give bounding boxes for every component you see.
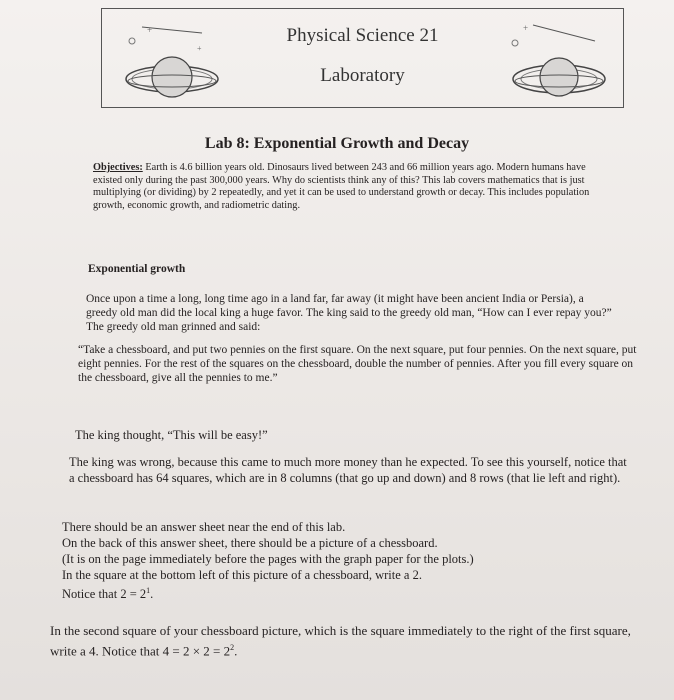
answer-line: (It is on the page immediately before the pages with the graph paper for the plots.) — [62, 552, 474, 566]
second-square-paragraph — [50, 622, 640, 659]
second-square-exponent: 2 — [230, 643, 235, 652]
notice-suffix: . — [150, 587, 154, 602]
answer-sheet-instructions — [62, 519, 632, 602]
course-subtitle: Laboratory — [320, 65, 405, 86]
answer-line: In the square at the bottom left of this picture of a chessboard, write a 2. — [62, 568, 422, 582]
notice-exponent: 1 — [146, 586, 151, 595]
lab-title: Lab 8: Exponential Growth and Decay — [204, 135, 470, 152]
svg-text:+: + — [147, 25, 153, 35]
header-box — [101, 8, 624, 108]
king-wrong-paragraph: The king was wrong, because this came to much more money than he expected. To see this yourself, notice that a chessboard has 64 squares, which are in 8 columns (that go up and down) and 8 rows (that lie left and right). — [69, 455, 627, 485]
objectives-paragraph — [93, 162, 593, 212]
objectives-label: Objectives: — [93, 162, 143, 173]
svg-text:+: + — [523, 23, 529, 33]
svg-text:+: + — [197, 44, 202, 53]
quote-paragraph: “Take a chessboard, and put two pennies on the first square. On the next square, put four pennies. On the next square, put eight pennies. For the rest of the squares on the chessboard, double the number of pennies. After you fill every square on the chessboard, give all the pennies to me.” — [78, 344, 637, 384]
notice-line — [62, 583, 632, 602]
objectives-text: Earth is 4.6 billion years old. Dinosaurs lived between 243 and 66 million years ago. Modern humans have existed only during the past 300,000 years. Why do scientists think any of this? This lab covers mathematics that is just multiplying (or dividing) by 2 repeatedly, and yet it can be used to understand growth or decay. This includes population growth, economic growth, and radiometric dating. — [93, 162, 590, 211]
second-square-text: In the second square of your chessboard picture, which is the square immediately to the right of the first square, write a 4. Notice that 4 = 2 × 2 = 2 — [50, 623, 631, 659]
story-paragraph: Once upon a time a long, long time ago in a land far, far away (it might have been ancient India or Persia), a greedy old man did the local king a huge favor. The king said to the greedy old man, “How can I ever repay you?” The greedy old man grinned and said: — [86, 293, 612, 333]
king-thought: The king thought, “This will be easy!” — [75, 428, 268, 442]
answer-line: There should be an answer sheet near the end of this lab. — [62, 520, 346, 534]
notice-text: Notice that 2 = 2 — [62, 587, 147, 602]
section-heading: Exponential growth — [88, 263, 186, 275]
second-square-suffix: . — [234, 643, 238, 659]
course-title: Physical Science 21 — [286, 25, 439, 46]
answer-line: On the back of this answer sheet, there should be a picture of a chessboard. — [62, 536, 438, 550]
